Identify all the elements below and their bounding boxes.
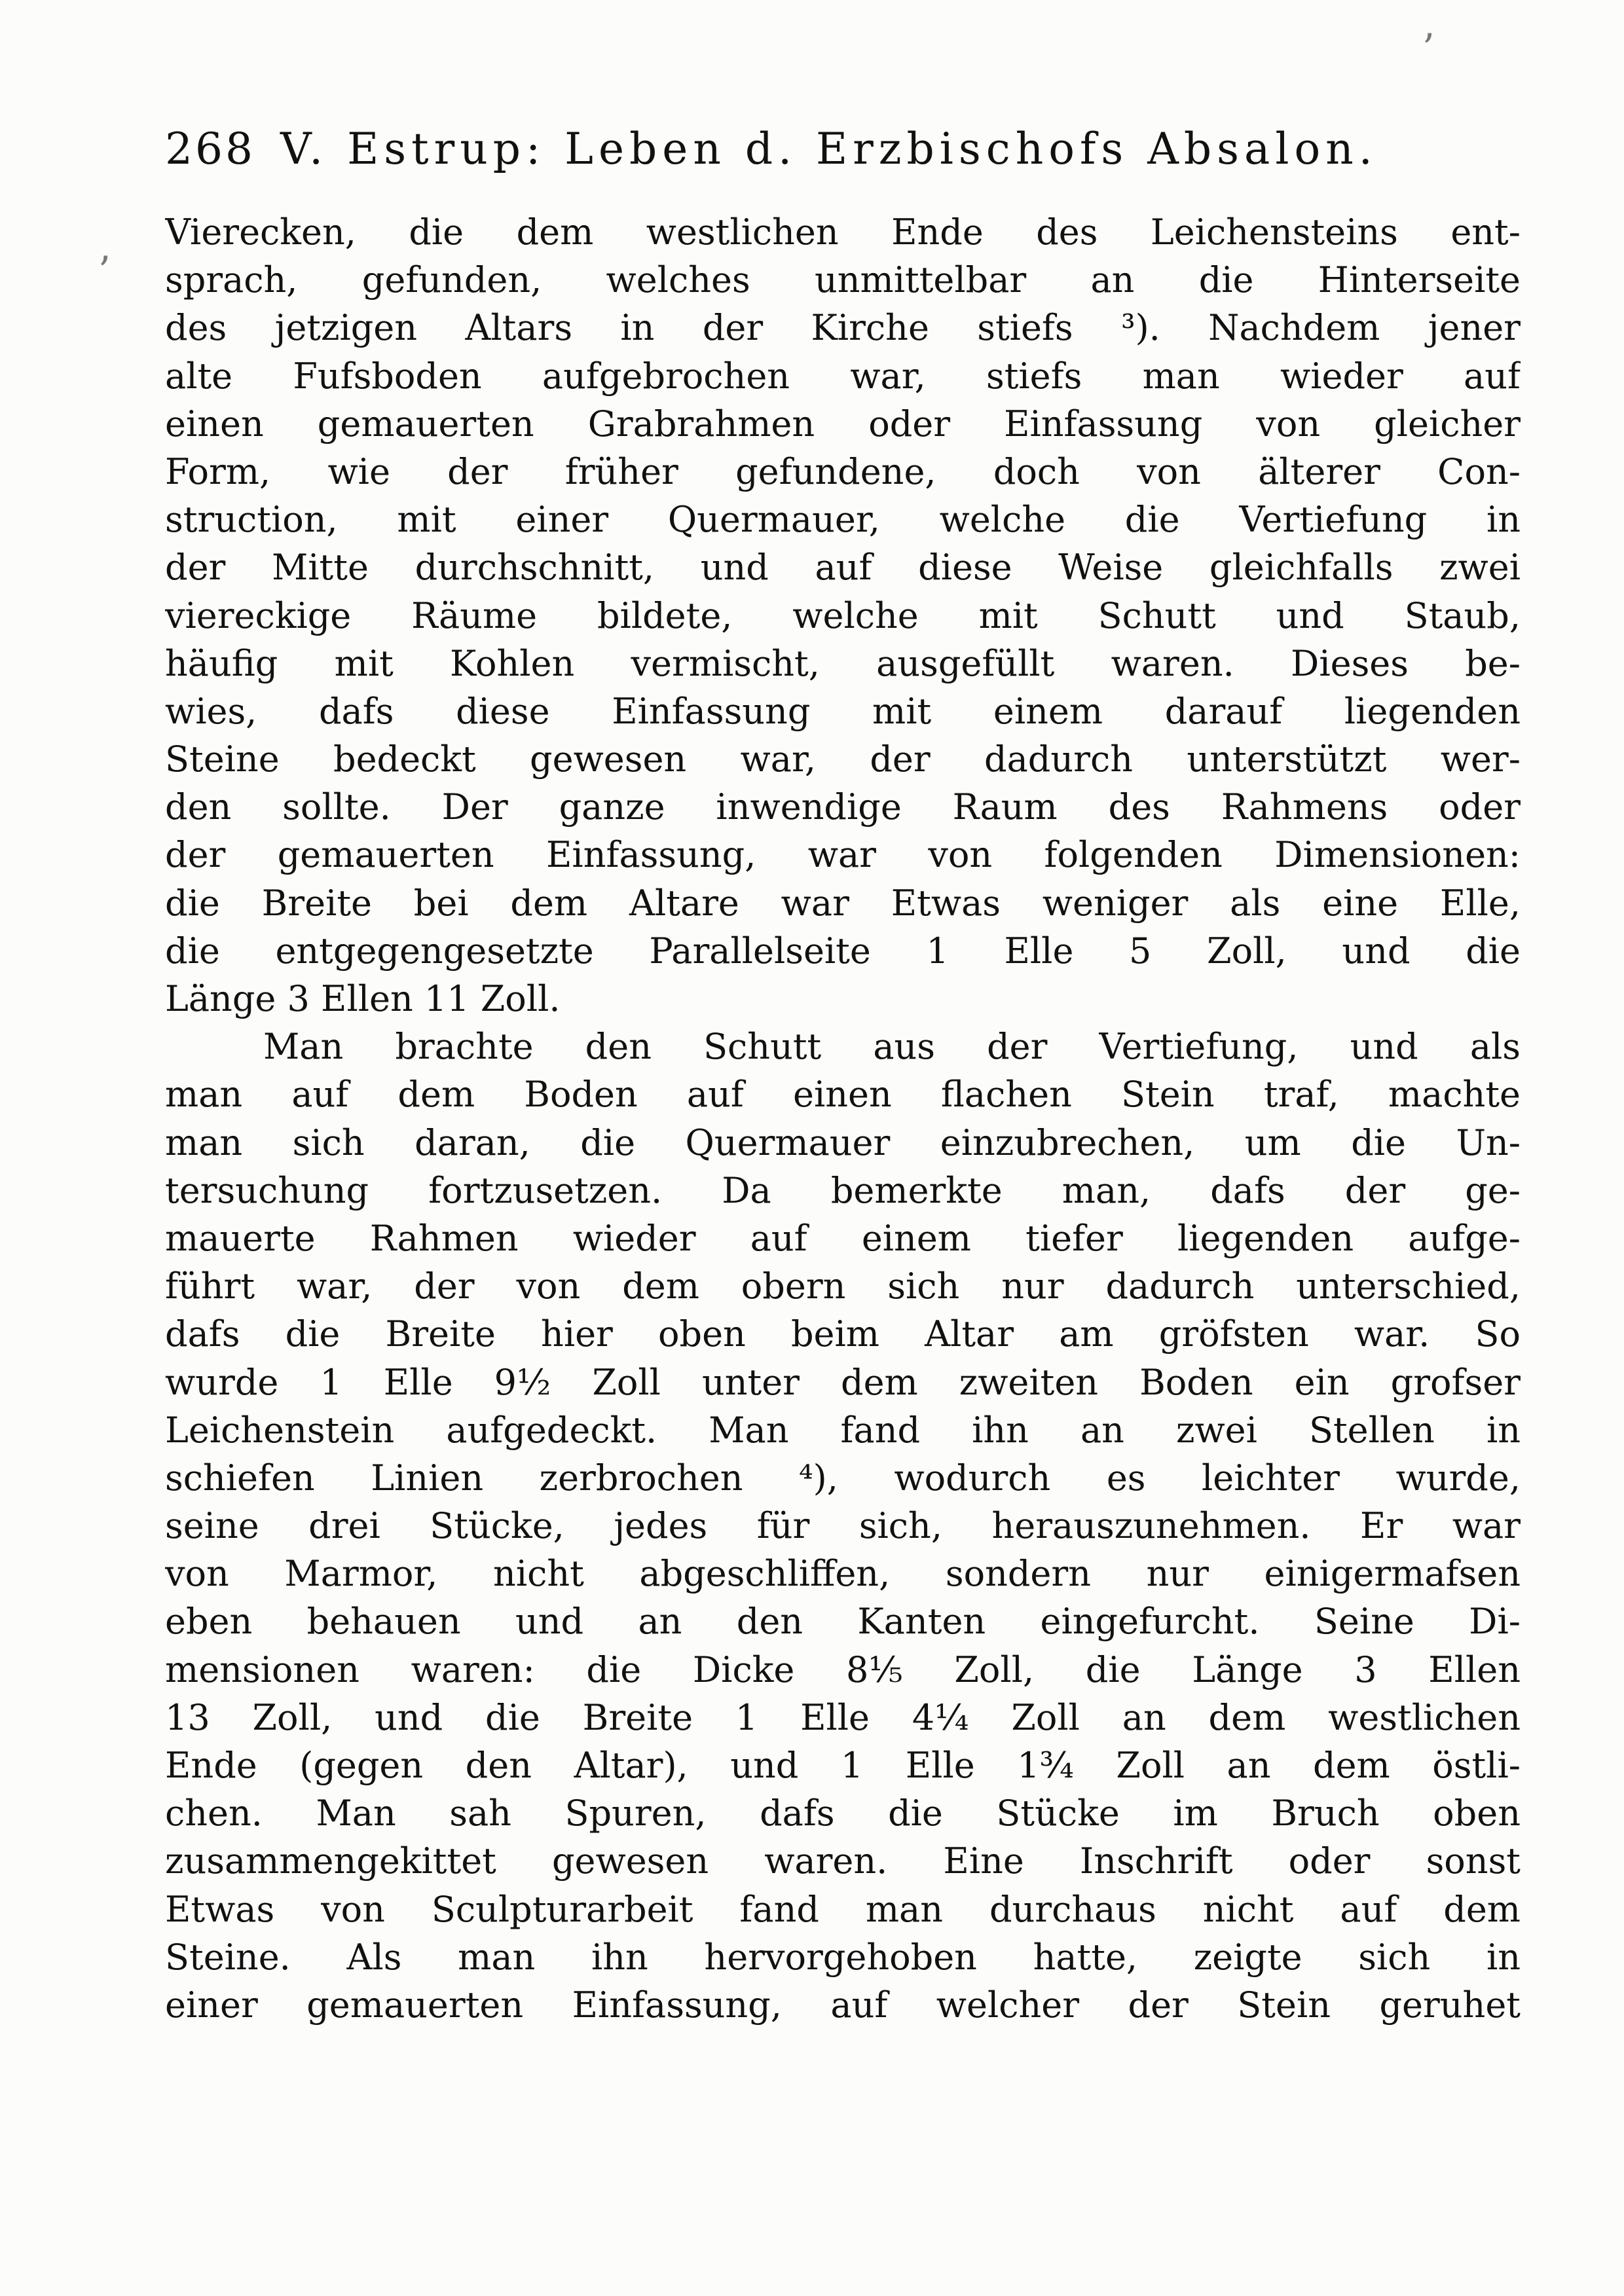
text-line: mauerte Rahmen wieder auf einem tiefer liegenden aufge- xyxy=(165,1217,1521,1259)
text-line: zusammengekittet gewesen waren. Eine Inschrift oder sonst xyxy=(165,1840,1521,1882)
text-line: wies, dafs diese Einfassung mit einem darauf liegenden xyxy=(165,690,1521,732)
text-line: struction, mit einer Quermauer, welche die Vertiefung in xyxy=(165,499,1521,541)
text-line: schiefen Linien zerbrochen ⁴), wodurch es leichter wurde, xyxy=(165,1457,1521,1499)
text-line: Vierecken, die dem westlichen Ende des Leichensteins ent- xyxy=(165,211,1521,253)
text-line: häufig mit Kohlen vermischt, ausgefüllt waren. Dieses be- xyxy=(165,642,1521,684)
text-line: mensionen waren: die Dicke 8⅕ Zoll, die Länge 3 Ellen xyxy=(165,1649,1521,1690)
margin-mark: ʼ xyxy=(1421,26,1434,72)
running-title: V. Estrup: Leben d. Erzbischofs Absalon. xyxy=(280,124,1378,174)
text-line: eben behauen und an den Kanten eingefurcht. Seine Di- xyxy=(165,1601,1521,1643)
text-line: einen gemauerten Grabrahmen oder Einfassung von gleicher xyxy=(165,403,1521,445)
paragraph-end-line: Länge 3 Ellen 11 Zoll. xyxy=(165,978,561,1019)
text-line: Steine. Als man ihn hervorgehoben hatte, zeigte sich in xyxy=(165,1936,1521,1978)
body-text xyxy=(165,208,1521,2029)
text-line: Steine bedeckt gewesen war, der dadurch unterstützt wer- xyxy=(165,738,1521,780)
text-line: seine drei Stücke, jedes für sich, herauszunehmen. Er war xyxy=(165,1505,1521,1547)
margin-mark: ʼ xyxy=(97,249,110,295)
text-line: einer gemauerten Einfassung, auf welcher der Stein geruhet xyxy=(165,1984,1521,2026)
text-line: man auf dem Boden auf einen flachen Stein traf, machte xyxy=(165,1074,1521,1116)
text-line: führt war, der von dem obern sich nur dadurch unterschied, xyxy=(165,1266,1521,1307)
text-line: viereckige Räume bildete, welche mit Schutt und Staub, xyxy=(165,594,1521,636)
text-line: Ende (gegen den Altar), und 1 Elle 1¾ Zoll an dem östli- xyxy=(165,1745,1521,1786)
text-line: 13 Zoll, und die Breite 1 Elle 4¼ Zoll an dem westlichen xyxy=(165,1696,1521,1738)
text-line: die Breite bei dem Altare war Etwas weniger als eine Elle, xyxy=(165,882,1521,924)
text-line: Form, wie der früher gefundene, doch von älterer Con- xyxy=(165,450,1521,492)
text-line: der Mitte durchschnitt, und auf diese Weise gleichfalls zwei xyxy=(165,547,1521,589)
paragraph-start-line: Man brachte den Schutt aus der Vertiefung, und als xyxy=(263,1026,1521,1068)
text-line: Etwas von Sculpturarbeit fand man durchaus nicht auf dem xyxy=(165,1888,1521,1930)
text-line: des jetzigen Altars in der Kirche stiefs ³). Nachdem jener xyxy=(165,307,1521,349)
text-line: tersuchung fortzusetzen. Da bemerkte man, dafs der ge- xyxy=(165,1169,1521,1211)
text-line: wurde 1 Elle 9½ Zoll unter dem zweiten Boden ein grofser xyxy=(165,1361,1521,1403)
running-header xyxy=(165,123,1494,175)
text-line: alte Fufsboden aufgebrochen war, stiefs man wieder auf xyxy=(165,355,1521,397)
text-line: der gemauerten Einfassung, war von folgenden Dimensionen: xyxy=(165,834,1521,876)
text-line: dafs die Breite hier oben beim Altar am gröfsten war. So xyxy=(165,1313,1521,1355)
page-number: 268 xyxy=(165,124,255,174)
text-line: chen. Man sah Spuren, dafs die Stücke im Bruch oben xyxy=(165,1793,1521,1834)
text-line: Leichenstein aufgedeckt. Man fand ihn an zwei Stellen in xyxy=(165,1409,1521,1451)
text-line: die entgegengesetzte Parallelseite 1 Elle 5 Zoll, und die xyxy=(165,930,1521,972)
text-line: man sich daran, die Quermauer einzubrechen, um die Un- xyxy=(165,1121,1521,1163)
text-line: von Marmor, nicht abgeschliffen, sondern nur einigermafsen xyxy=(165,1553,1521,1595)
text-line: den sollte. Der ganze inwendige Raum des Rahmens oder xyxy=(165,786,1521,828)
text-line: sprach, gefunden, welches unmittelbar an die Hinterseite xyxy=(165,259,1521,301)
